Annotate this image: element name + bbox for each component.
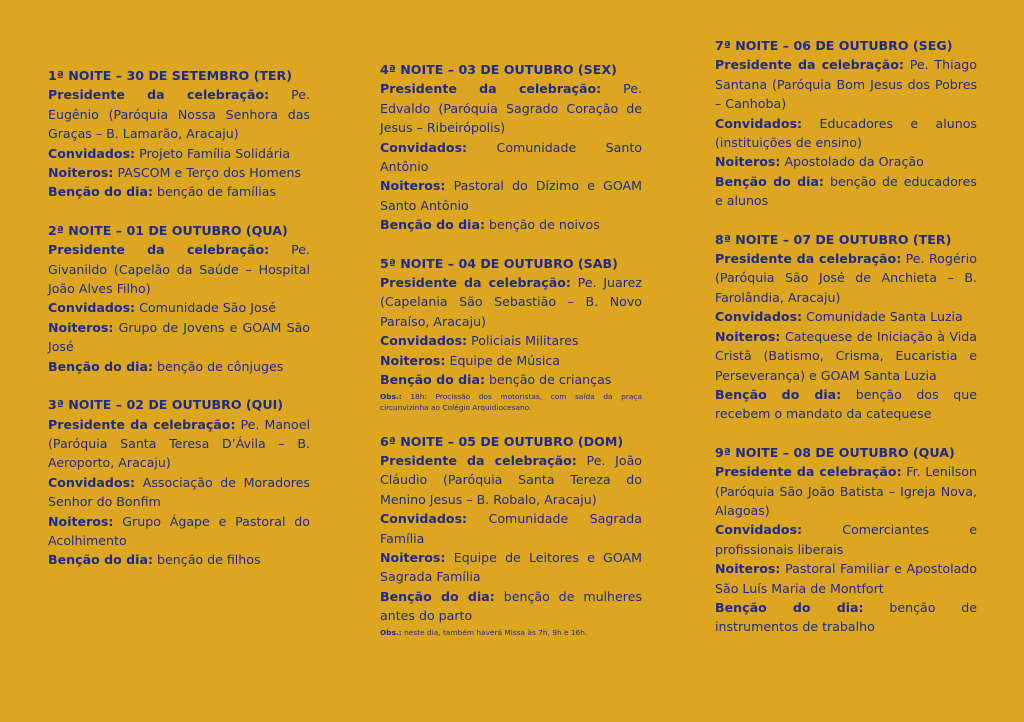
bencao-line [48, 182, 310, 201]
presidente-value: Pe. Edvaldo (Paróquia Sagrado Coração de Jesus – Ribeirópolis) [380, 81, 642, 136]
night-title: 1ª NOITE – 30 DE SETEMBRO (TER) [48, 68, 292, 83]
presidente-label: Presidente da celebração: [48, 416, 236, 432]
presidente-line [48, 240, 310, 298]
bencao-value: benção de mulheres antes do parto [380, 588, 643, 624]
night-6 [380, 432, 642, 638]
noiteiros-label: Noiteros: [380, 549, 446, 565]
convidados-value: Comunidade São José [139, 300, 276, 316]
noiteiros-value: Pastoral do Dízimo e GOAM Santo Antônio [380, 178, 642, 213]
night-title: 4ª NOITE – 03 DE OUTUBRO (SEX) [380, 62, 617, 77]
night-title: 2ª NOITE – 01 DE OUTUBRO (QUA) [48, 222, 288, 238]
column-3 [715, 36, 977, 637]
convidados-value: Comunidade Santo Antônio [380, 139, 642, 175]
bencao-value: benção de noivos [489, 217, 600, 233]
night-7 [715, 36, 977, 211]
presidente-label: Presidente da celebração: [380, 452, 577, 468]
presidente-value: Pe. Manoel (Paróquia Santa Teresa D’Ávila – B. Aeroporto, Aracaju) [48, 416, 310, 471]
bencao-value: benção de cônjuges [157, 358, 284, 374]
noiteiros-value: Apostolado da Oração [784, 154, 924, 170]
bencao-value: benção de instrumentos de trabalho [715, 599, 977, 635]
noiteiros-line [48, 512, 310, 551]
convidados-label: Convidados: [48, 474, 136, 490]
bencao-label: Benção do dia: [715, 599, 864, 615]
noiteiros-line [380, 548, 642, 587]
noiteiros-value: Catequese de Iniciação à Vida Cristã (Batismo, Crisma, Eucaristia e Perseverança) e GOAM Santa Luzia [715, 328, 977, 383]
bencao-line [48, 550, 310, 569]
night-8 [715, 230, 977, 424]
night-9 [715, 443, 977, 637]
obs-label: Obs.: [380, 627, 402, 637]
presidente-value: Fr. Lenilson (Paróquia São João Batista – Igreja Nova, Alagoas) [715, 464, 977, 518]
convidados-value: Comunidade Sagrada Família [380, 511, 642, 546]
convidados-label: Convidados: [715, 522, 803, 538]
presidente-value: Pe. Juarez (Capelania São Sebastião – B. Novo Paraíso, Aracaju) [380, 275, 642, 329]
bencao-line [715, 598, 977, 637]
night-title: 6ª NOITE – 05 DE OUTUBRO (DOM) [380, 433, 624, 449]
bencao-line [380, 215, 642, 234]
presidente-value: Pe. Givanildo (Capelão da Saúde – Hospital João Alves Filho) [48, 242, 310, 297]
bencao-label: Benção do dia: [48, 358, 154, 374]
presidente-label: Presidente da celebração: [380, 275, 571, 291]
obs-note [380, 391, 642, 413]
convidados-line [48, 298, 310, 317]
night-title: 5ª NOITE – 04 DE OUTUBRO (SAB) [380, 255, 618, 271]
noiteiros-line [380, 176, 642, 215]
bencao-line [715, 172, 977, 211]
convidados-label: Convidados: [48, 300, 136, 316]
bencao-value: benção de educadores e alunos [715, 173, 977, 209]
presidente-line [48, 415, 310, 473]
convidados-value: Policiais Militares [471, 333, 579, 349]
noiteiros-value: Grupo Ágape e Pastoral do Acolhimento [48, 513, 310, 548]
convidados-line [48, 473, 310, 512]
obs-note [380, 627, 642, 638]
bencao-value: benção de crianças [489, 372, 612, 388]
bencao-line [48, 357, 310, 376]
convidados-label: Convidados: [715, 115, 803, 131]
bencao-value: benção dos que recebem o mandato da catequese [715, 386, 977, 422]
convidados-line [380, 509, 642, 548]
noiteiros-line [715, 152, 977, 171]
noiteiros-label: Noiteros: [48, 513, 114, 529]
presidente-line [48, 85, 310, 143]
noiteiros-line [715, 327, 977, 385]
night-title: 3ª NOITE – 02 DE OUTUBRO (QUI) [48, 397, 284, 413]
presidente-line [715, 462, 977, 520]
convidados-label: Convidados: [380, 333, 468, 349]
noiteiros-label: Noiteros: [380, 178, 446, 194]
presidente-label: Presidente da celebração: [48, 87, 270, 103]
convidados-value: Educadores e alunos (instituições de ensino) [715, 115, 977, 151]
night-1 [48, 66, 310, 202]
column-2 [380, 60, 642, 638]
noiteiros-label: Noiteros: [715, 154, 781, 170]
noiteiros-value: PASCOM e Terço dos Homens [117, 165, 302, 181]
presidente-value: Pe. Rogério (Paróquia São José de Anchieta – B. Farolândia, Aracaju) [715, 251, 977, 305]
convidados-label: Convidados: [380, 511, 468, 527]
bencao-label: Benção do dia: [48, 184, 154, 200]
bencao-value: benção de filhos [157, 552, 261, 568]
bencao-line [380, 587, 642, 626]
night-4 [380, 60, 642, 235]
convidados-line [48, 144, 310, 163]
convidados-line [715, 307, 977, 326]
presidente-value: Pe. João Cláudio (Paróquia Santa Tereza do Menino Jesus – B. Robalo, Aracaju) [380, 452, 642, 507]
bencao-line [380, 370, 642, 389]
noiteiros-label: Noiteros: [48, 319, 114, 335]
noiteiros-label: Noiteros: [715, 328, 781, 344]
bencao-line [715, 385, 977, 424]
noiteiros-label: Noiteros: [715, 561, 781, 577]
bencao-value: benção de famílias [157, 184, 277, 200]
noiteiros-line [715, 559, 977, 598]
noiteiros-value: Equipe de Leitores e GOAM Sagrada Família [380, 549, 642, 585]
convidados-line [715, 114, 977, 153]
noiteiros-line [48, 163, 310, 182]
noiteiros-value: Pastoral Familiar e Apostolado São Luís Maria de Montfort [715, 561, 977, 596]
convidados-value: Projeto Família Solidária [139, 145, 291, 161]
noiteiros-value: Equipe de Música [449, 352, 560, 368]
convidados-line [380, 331, 642, 350]
presidente-line [380, 451, 642, 509]
noiteiros-line [48, 318, 310, 357]
obs-label: Obs.: [380, 391, 402, 401]
night-5 [380, 254, 642, 413]
noiteiros-label: Noiteros: [380, 352, 446, 368]
presidente-label: Presidente da celebração: [715, 464, 902, 480]
convidados-label: Convidados: [48, 145, 136, 161]
bencao-label: Benção do dia: [715, 173, 824, 189]
presidente-line [715, 249, 977, 307]
presidente-label: Presidente da celebração: [380, 81, 602, 97]
bencao-label: Benção do dia: [380, 588, 495, 604]
night-3 [48, 395, 310, 570]
night-2 [48, 221, 310, 376]
presidente-value: Pe. Eugênio (Paróquia Nossa Senhora das Graças – B. Lamarão, Aracaju) [48, 87, 310, 142]
obs-value: neste dia, também haverá Missa às 7h, 9h e 16h. [404, 627, 588, 637]
column-1 [48, 66, 310, 570]
convidados-value: Comerciantes e profissionais liberais [715, 522, 977, 557]
convidados-label: Convidados: [380, 139, 468, 155]
night-title: 7ª NOITE – 06 DE OUTUBRO (SEG) [715, 38, 953, 53]
presidente-value: Pe. Thiago Santana (Paróquia Bom Jesus dos Pobres – Canhoba) [715, 57, 977, 112]
bencao-label: Benção do dia: [48, 552, 154, 568]
presidente-label: Presidente da celebração: [48, 242, 270, 258]
presidente-line [380, 273, 642, 331]
bencao-label: Benção do dia: [715, 386, 842, 402]
presidente-line [715, 55, 977, 113]
convidados-value: Associação de Moradores Senhor do Bonfim [48, 474, 310, 510]
convidados-value: Comunidade Santa Luzia [806, 309, 963, 325]
night-title: 9ª NOITE – 08 DE OUTUBRO (QUA) [715, 444, 955, 460]
convidados-label: Convidados: [715, 309, 803, 325]
noiteiros-line [380, 351, 642, 370]
bencao-label: Benção do dia: [380, 217, 486, 233]
obs-value: 18h: Procissão dos motoristas, com saída da praça circunvizinha ao Colégio Arquidiocesano. [380, 391, 642, 412]
noiteiros-value: Grupo de Jovens e GOAM São José [48, 319, 310, 355]
presidente-line [380, 79, 642, 137]
convidados-line [715, 520, 977, 559]
bencao-label: Benção do dia: [380, 372, 486, 388]
presidente-label: Presidente da celebração: [715, 251, 902, 267]
night-title: 8ª NOITE – 07 DE OUTUBRO (TER) [715, 231, 952, 247]
convidados-line [380, 138, 642, 177]
presidente-label: Presidente da celebração: [715, 57, 904, 73]
noiteiros-label: Noiteros: [48, 165, 114, 181]
